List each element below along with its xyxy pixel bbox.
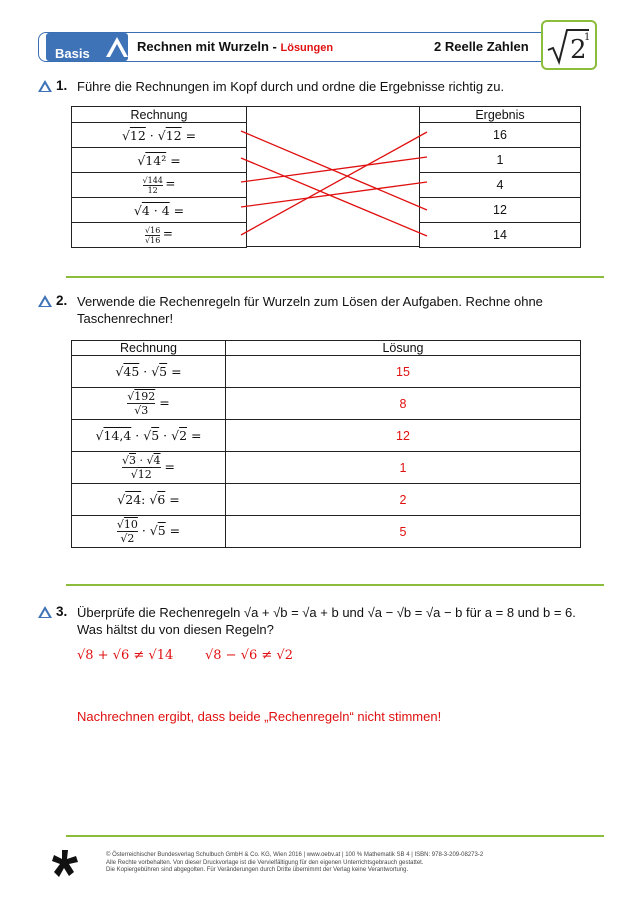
chapter-title: 2 Reelle Zahlen — [434, 39, 529, 54]
col-header-ergebnis: Ergebnis — [420, 107, 581, 123]
task1-number: 1. — [56, 78, 68, 93]
task1-result: 4 — [420, 173, 581, 198]
task1-result: 12 — [420, 198, 581, 223]
task2-solution: 1 — [226, 452, 581, 484]
task2-expr-5: √24: √6 = — [72, 484, 226, 516]
task2-solution: 12 — [226, 420, 581, 452]
section-divider — [66, 276, 604, 278]
task2-expr-1: √45 · √5 = — [72, 356, 226, 388]
task1-expr-2: √14² = — [72, 148, 247, 173]
task1-text: Führe die Rechnungen im Kopf durch und ordne die Ergebnisse richtig zu. — [77, 79, 505, 94]
page-title-solutions: Lösungen — [280, 42, 334, 54]
col-header-rechnung: Rechnung — [72, 107, 247, 123]
task1-expr-3: $\frac{√144}{12}$ = — [72, 173, 247, 198]
basis-label: Basis — [55, 46, 90, 61]
col-header-rechnung: Rechnung — [72, 341, 226, 356]
task2-solution: 8 — [226, 388, 581, 420]
task2-number: 2. — [56, 293, 68, 308]
task2-solution: 15 — [226, 356, 581, 388]
task1-expr-4: √4 · 4 = — [72, 198, 247, 223]
task1-expr-1: √12 · √12 = — [72, 123, 247, 148]
task1-result: 1 — [420, 148, 581, 173]
section-divider — [66, 835, 604, 837]
task1-result: 16 — [420, 123, 581, 148]
task2-expr-3: √14,4 · √5 · √2 = — [72, 420, 226, 452]
footer-line: Die Kopiergebühren sind abgegolten. Für Veränderungen durch Dritte übernimmt der Verlag keine Verantwortung. — [106, 867, 409, 873]
footer-line: © Österreichischer Bundesverlag Schulbuch GmbH & Co. KG, Wien 2016 | www.oebv.at | 100 % Mathematik SB 4 | ISBN: 978-3-209-08273-2 — [106, 852, 484, 858]
publisher-logo-icon — [52, 850, 78, 878]
footer-copyright — [106, 852, 483, 875]
task1-matching-lines — [0, 0, 640, 300]
section-divider — [66, 584, 604, 586]
task3-answer-2: √8 − √6 ≠ √2 — [205, 648, 293, 663]
task3-line1: Überprüfe die Rechenregeln √a + √b = √a + b und √a − √b = √a − b für a = 8 und b = 6. — [77, 605, 576, 620]
task2-expr-4: $\frac{√3 \cdot √4}{√12}$ = — [72, 452, 226, 484]
svg-text:1: 1 — [584, 32, 591, 43]
match-line — [241, 132, 427, 235]
task2-table — [71, 340, 581, 548]
task3-number: 3. — [56, 604, 68, 619]
task3-answer-1: √8 + √6 ≠ √14 — [77, 648, 174, 663]
task2-expr-2: $\frac{√192}{√3}$ = — [72, 388, 226, 420]
level-icon — [37, 605, 53, 619]
match-line — [241, 131, 427, 210]
task3-line2: Was hältst du von diesen Regeln? — [77, 622, 274, 637]
level-icon — [37, 294, 53, 308]
task2-solution: 5 — [226, 516, 581, 548]
task2-solution: 2 — [226, 484, 581, 516]
task1-result: 14 — [420, 223, 581, 248]
task3-conclusion: Nachrechnen ergibt, dass beide „Rechenregeln“ nicht stimmen! — [77, 709, 442, 724]
col-header-loesung: Lösung — [226, 341, 581, 356]
task2-expr-6: $\frac{√10}{√2}$ · √5 = — [72, 516, 226, 548]
task1-expr-5: $\frac{√16}{√16}$ = — [72, 223, 247, 248]
page-title-text: Rechnen mit Wurzeln - — [137, 39, 281, 54]
footer-line: Alle Rechte vorbehalten. Von dieser Druckvorlage ist die Vervielfältigung für den eigenen Unterrichtsgebrauch gestattet. — [106, 859, 424, 866]
task2-text: Verwende die Rechenregeln für Wurzeln zum Lösen der Aufgaben. Rechne ohne Taschenrechner! — [77, 294, 543, 326]
match-line — [241, 182, 427, 207]
svg-text:2: 2 — [570, 35, 587, 65]
